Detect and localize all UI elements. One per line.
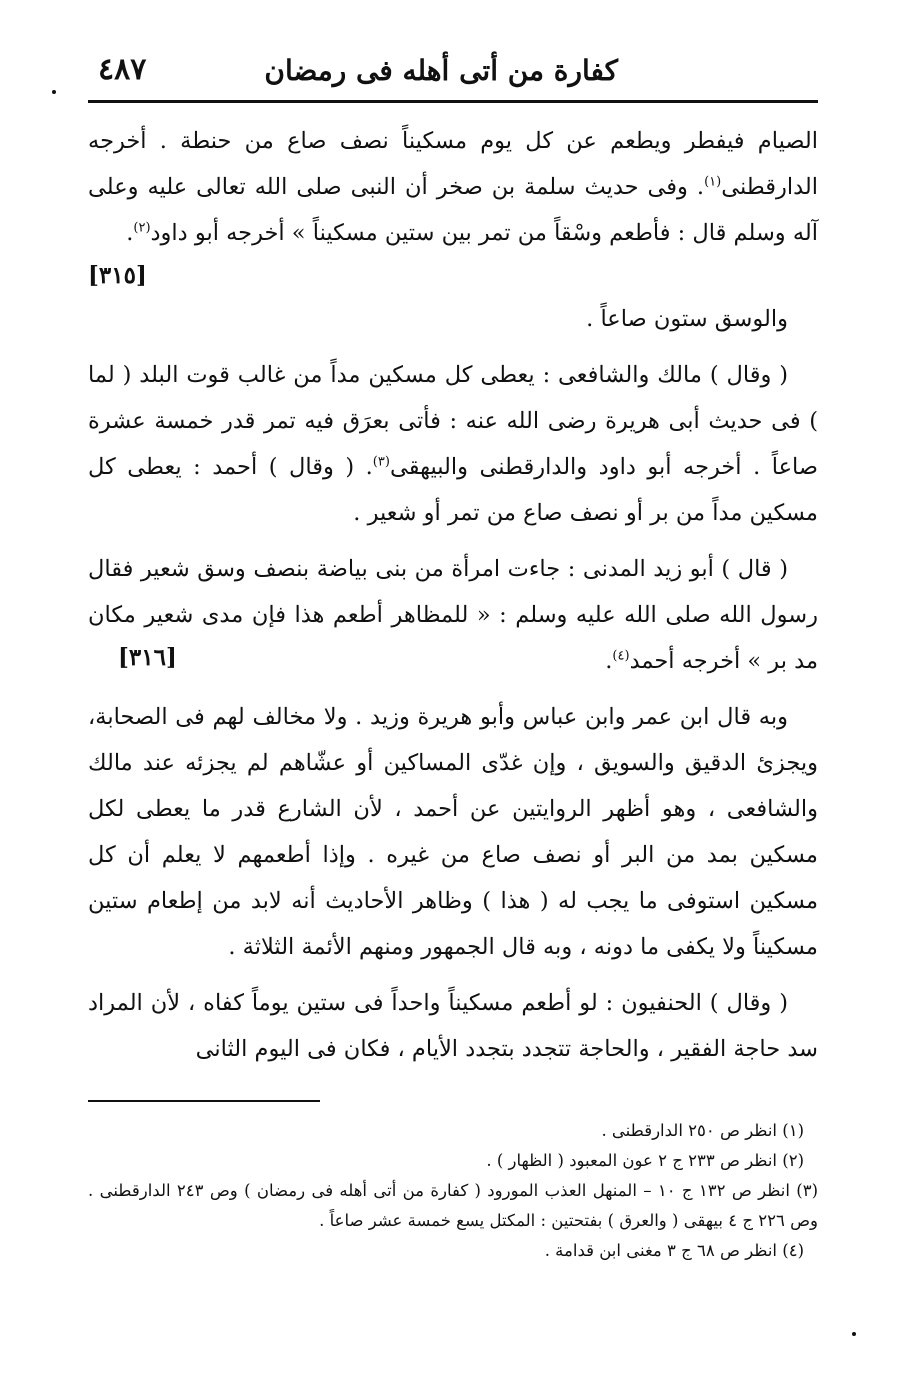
text-line: الدارقطنى bbox=[721, 174, 818, 200]
page-header bbox=[88, 40, 818, 100]
header-rule bbox=[88, 100, 818, 103]
footnotes bbox=[88, 1116, 818, 1266]
text-run: . ( وقال ) أحمد : يعطى كل مسكين مداً من بر أو نصف صاع من تمر أو شعير . bbox=[88, 454, 818, 526]
text-run: ( قال ) أبو زيد المدنى : جاءت امرأة من بنى بياضة بنصف وسق شعير فقال رسول الله صلى الله عليه وسلم : « للمظاهر أطعم هذا فإن مدى شعير مكان مد بر » أخرجه أحمد bbox=[88, 556, 818, 674]
text-line: . bbox=[126, 220, 134, 246]
main-text bbox=[88, 118, 818, 1072]
text-run: . bbox=[605, 648, 613, 674]
text-run: ( وقال ) مالك والشافعى : يعطى كل مسكين مداً من غالب قوت البلد ( لما ) فى حديث أبى هريرة رضى الله عنه : فأتى بعرَق فيه تمر قدر خمسة عشرة صاعاً . أخرجه أبو داود والدارقطنى والبيهقى bbox=[88, 362, 818, 480]
hadith-number-315: [٣١٥] bbox=[88, 262, 147, 289]
paragraph-6: ( وقال ) الحنفيون : لو أطعم مسكيناً واحداً فى ستين يوماً كفاه ، لأن المراد سد حاجة الفقير ، والحاجة تتجدد بتجدد الأيام ، فكان فى اليوم الثانى bbox=[88, 990, 818, 1062]
footnote-3: (٣) انظر ص ١٣٢ ج ١٠ – المنهل العذب المورود ( كفارة من أتى أهله فى رمضان ) وص ٢٤٣ الدارقطنى . وص ٢٢٦ ج ٤ بيهقى ( والعرق ) بفتحتين : المكتل يسع خمسة عشر صاعاً . bbox=[88, 1181, 819, 1230]
footnote-2: (٢) انظر ص ٢٣٣ ج ٢ عون المعبود ( الظهار ) . bbox=[486, 1151, 804, 1170]
footnote-ref-2: (٢) bbox=[133, 220, 151, 236]
running-title: كفارة من أتى أهله فى رمضان bbox=[264, 54, 618, 87]
footnote-1: (١) انظر ص ٢٥٠ الدارقطنى . bbox=[601, 1121, 804, 1140]
page-number: ٤٨٧ bbox=[98, 52, 147, 87]
paragraph-2: والوسق ستون صاعاً . bbox=[586, 306, 788, 332]
text-line: الصيام فيفطر ويطعم عن كل يوم مسكيناً نصف صاع من حنطة . أخرجه bbox=[88, 128, 818, 154]
paragraph-4 bbox=[88, 546, 818, 684]
paragraph-3 bbox=[88, 352, 818, 536]
footnote-ref-3: (٣) bbox=[372, 454, 390, 470]
paragraph-1 bbox=[88, 118, 818, 256]
ink-speck bbox=[852, 1332, 856, 1336]
ink-speck bbox=[52, 90, 56, 94]
footnote-rule bbox=[88, 1100, 320, 1102]
paragraph-5: وبه قال ابن عمر وابن عباس وأبو هريرة وزيد . ولا مخالف لهم فى الصحابة، ويجزئ الدقيق والسويق ، وإن غدّى المساكين أو عشّاهم لم يجزئه عند مالك والشافعى ، وهو أظهر الروايتين عن أحمد ، لأن الشارع قدر ما يعطى لكل مسكين بمد من البر أو نصف صاع من غيره . وإذا أطعمهم لا يعلم أن كل مسكين استوفى ما يجب له ( هذا ) وظاهر الأحاديث أنه لابد من إطعام ستين مسكيناً ولا يكفى ما دونه ، وبه قال الجمهور ومنهم الأئمة الثلاثة . bbox=[88, 704, 818, 960]
text-line: آله وسلم قال : فأطعم وسْقاً من تمر بين ستين مسكيناً » أخرجه أبو داود bbox=[150, 220, 818, 246]
hadith-number-316: [٣١٦] bbox=[118, 644, 177, 671]
footnote-4: (٤) انظر ص ٦٨ ج ٣ مغنى ابن قدامة . bbox=[544, 1241, 804, 1260]
footnote-ref-4: (٤) bbox=[612, 648, 630, 664]
text-line: . وفى حديث سلمة بن صخر أن النبى صلى الله تعالى عليه وعلى bbox=[88, 174, 705, 200]
footnote-ref-1: (١) bbox=[704, 174, 722, 190]
